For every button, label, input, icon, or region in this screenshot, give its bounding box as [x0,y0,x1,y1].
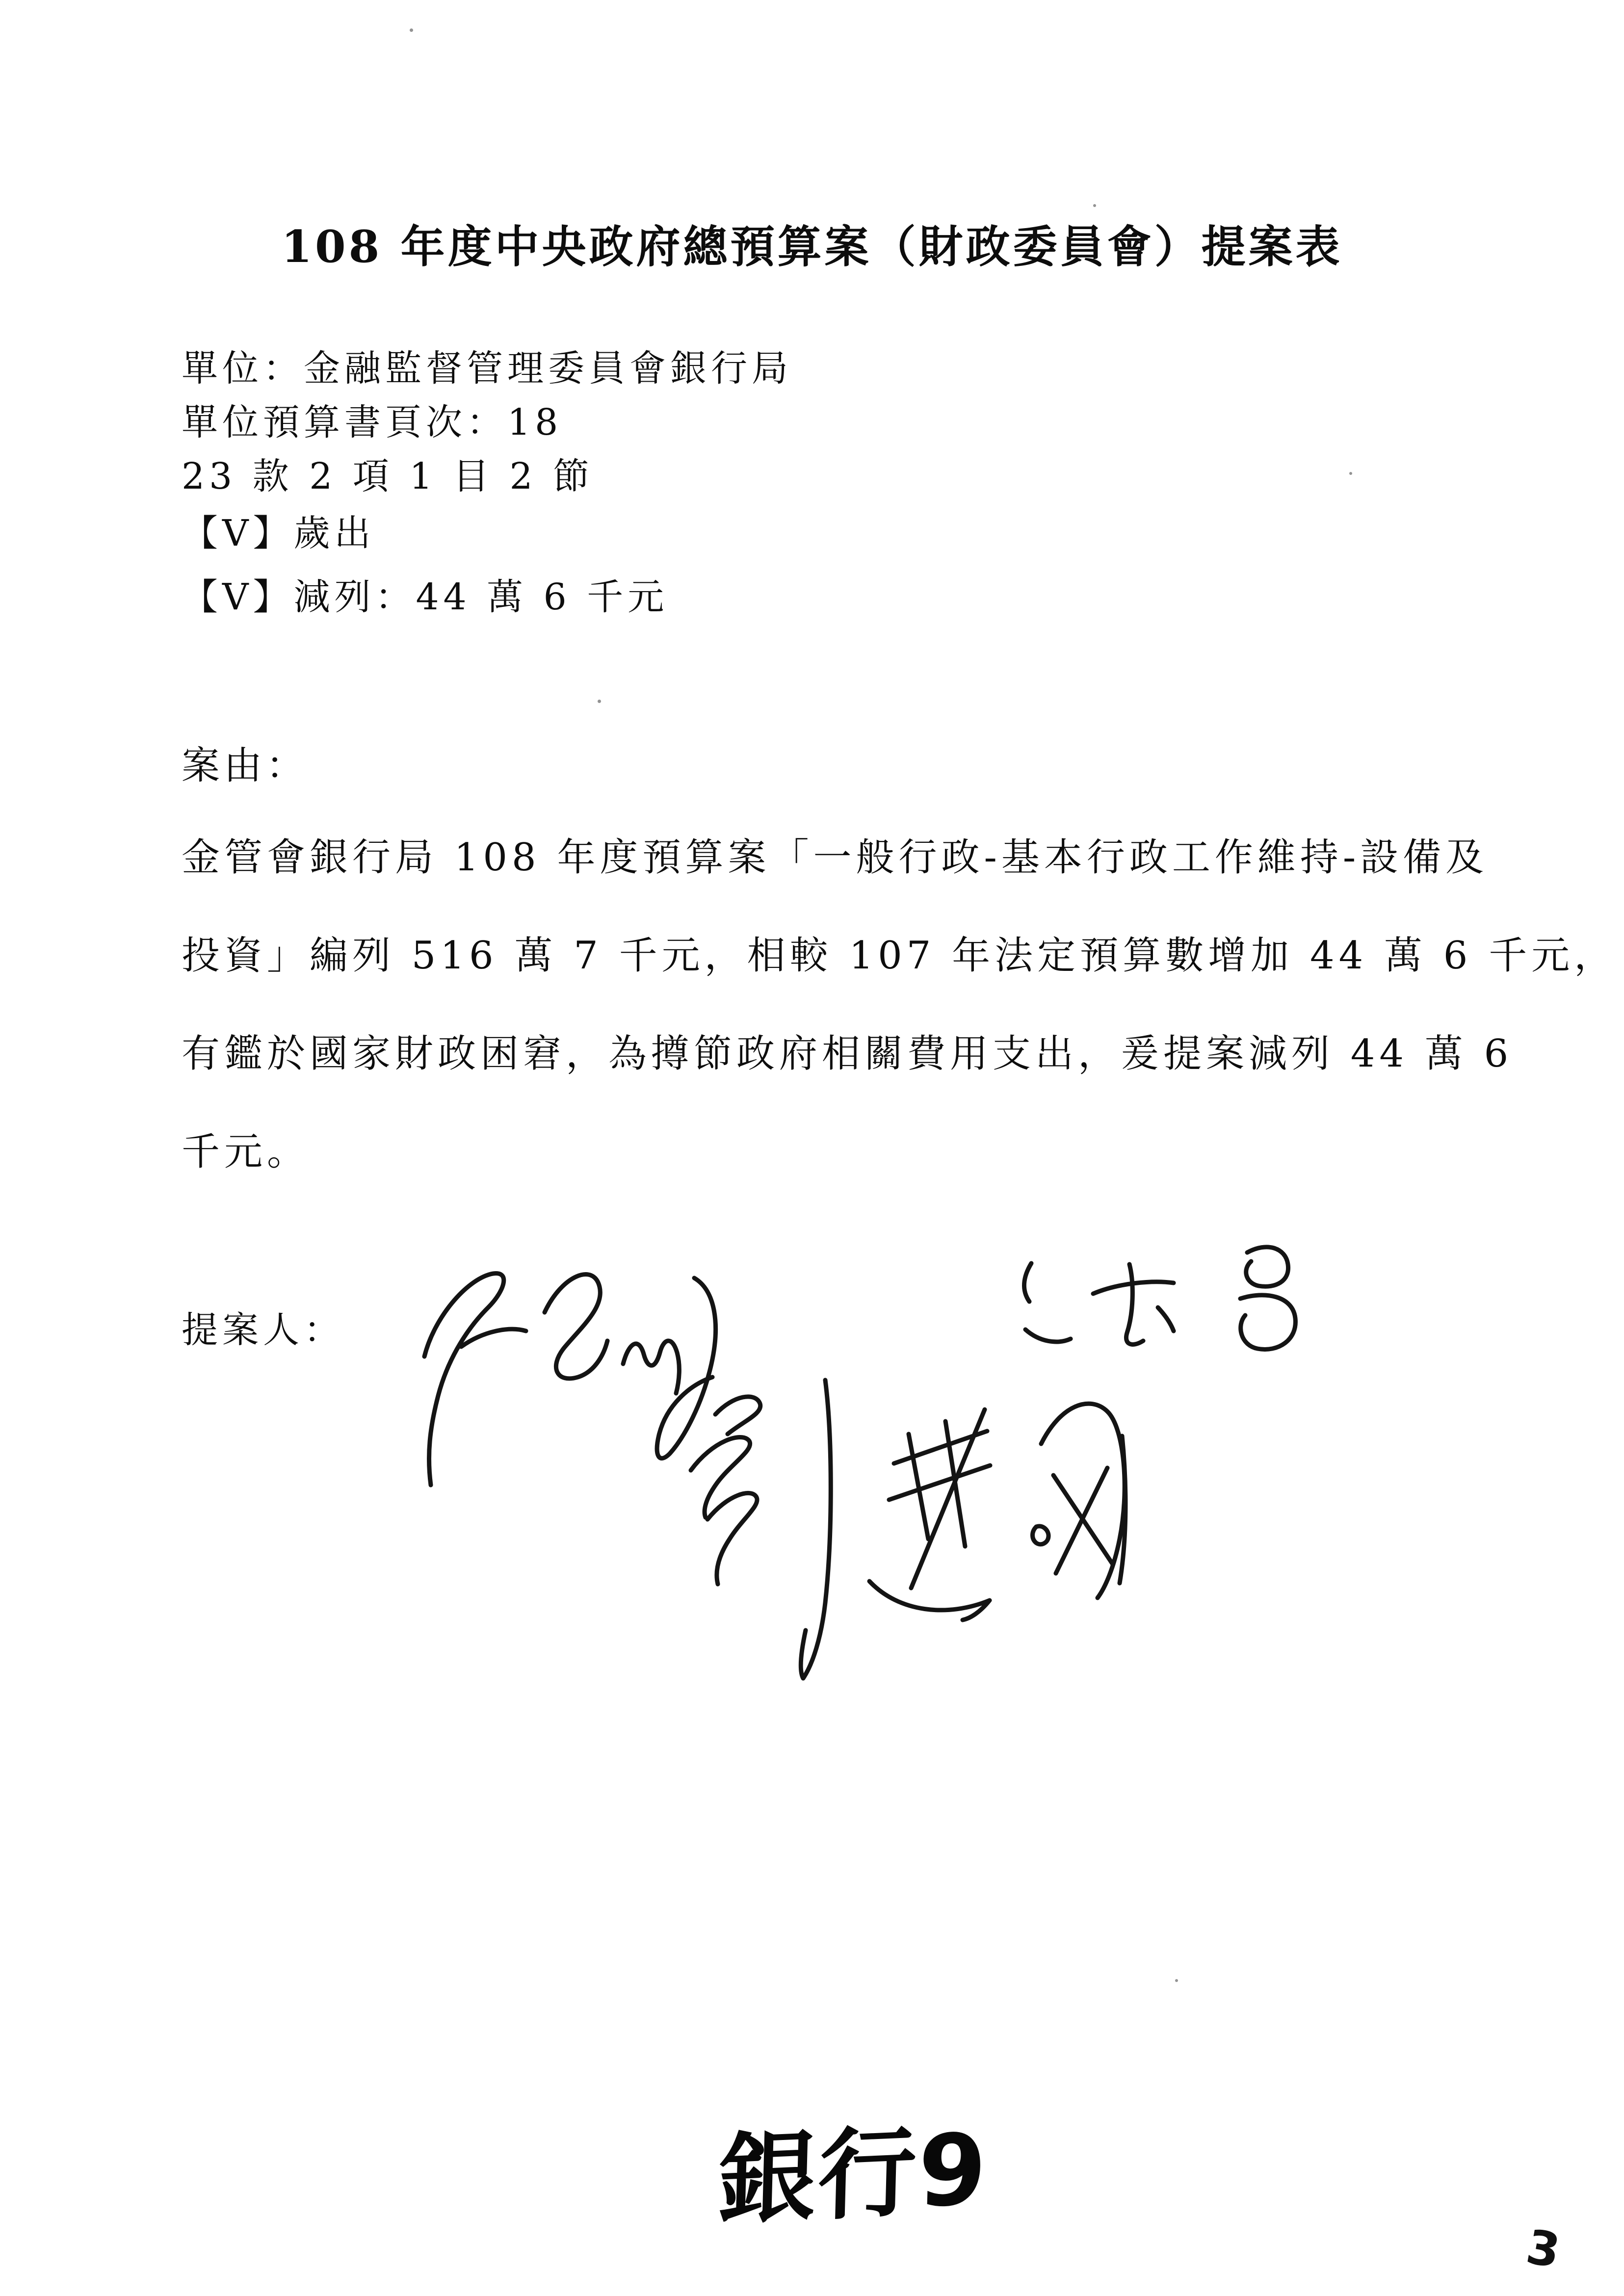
case-reason-label: 案由： [182,744,309,788]
case-body-line-4: 千元。 [182,1130,310,1174]
proposer-label: 提案人： [182,1309,344,1351]
budget-code-line: 23 款 2 項 1 目 2 節 [182,455,594,497]
case-body-line-3: 有鑑於國家財政困窘，為撙節政府相關費用支出，爰提案減列 44 萬 6 [182,1032,1513,1076]
scan-speck [1349,472,1352,475]
handwritten-page-number: 3 [1522,2219,1565,2279]
scan-speck [410,28,413,32]
proposer-signature-2 [1006,1234,1330,1379]
checkbox-expenditure-line: 【V】歲出 [182,512,375,554]
proposer-signature-3 [662,1376,1163,1690]
scan-speck [598,700,601,703]
scan-speck [1093,204,1096,207]
unit-line: 單位：金融監督管理委員會銀行局 [182,347,792,390]
handwritten-stamp-text: 銀行9 [716,2112,990,2239]
scan-speck [1175,1979,1178,1982]
case-body-line-1: 金管會銀行局 108 年度預算案「一般行政-基本行政工作維持-設備及 [182,835,1489,880]
checkbox-reduction-line: 【V】減列：44 萬 6 千元 [182,576,669,618]
case-body-line-2: 投資」編列 516 萬 7 千元，相較 107 年法定預算數增加 44 萬 6 千元， [182,934,1617,978]
page-title: 108 年度中央政府總預算案（財政委員會）提案表 [281,221,1343,273]
budget-book-page-line: 單位預算書頁次：18 [182,401,563,444]
